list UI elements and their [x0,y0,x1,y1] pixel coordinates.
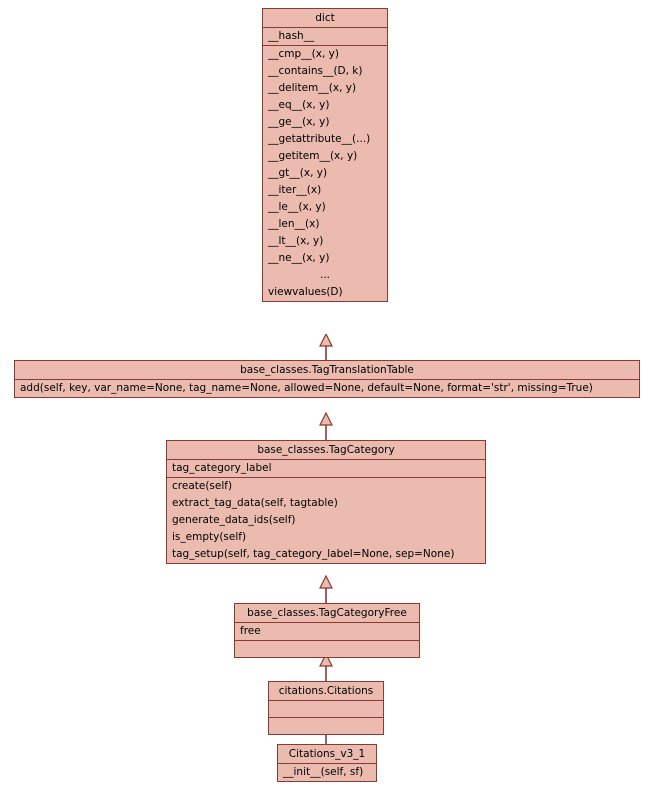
class-attributes-tagcategoryfree [235,623,419,641]
class-title-tagcategoryfree: base_classes.TagCategoryFree [235,604,419,623]
inheritance-arrow-tagtranslationtable-to-dict [318,334,334,362]
class-title-dict: dict [263,9,387,28]
class-methods-citations [269,718,383,734]
method-row-empty [269,718,383,734]
class-methods-tagcategory [167,478,485,563]
class-methods-dict [263,46,387,301]
inheritance-arrow-tagcategoryfree-to-tagcategory [318,575,334,605]
method-row-ellipsis: ... [319,269,330,281]
attribute-row: __hash__ [268,30,315,42]
class-methods-tagcategoryfree [235,641,419,657]
inheritance-arrow-tagcategory-to-tagtranslationtable [318,412,334,442]
method-row: __init__(self, sf) [283,766,364,778]
attribute-row: tag_category_label [172,462,272,474]
class-attributes-citations [269,701,383,718]
class-title-citations-v3-1: Citations_v3_1 [278,745,376,764]
class-box-tagcategory[interactable] [166,440,486,564]
method-row: __le__(x, y) [268,201,326,213]
class-box-tagtranslationtable[interactable] [14,360,640,398]
method-row: create(self) [172,480,233,492]
method-row-empty [235,641,419,657]
class-box-citations-v3-1[interactable] [277,744,377,782]
method-row: is_empty(self) [172,531,247,543]
method-row: __delitem__(x, y) [268,82,357,94]
class-attributes-dict [263,28,387,46]
class-title-tagtranslationtable: base_classes.TagTranslationTable [15,361,639,380]
method-row: __iter__(x) [268,184,322,196]
class-box-dict[interactable] [262,8,388,302]
method-row: __ne__(x, y) [268,252,330,264]
method-row: extract_tag_data(self, tagtable) [172,497,338,509]
class-methods-tagtranslationtable [15,380,639,397]
method-row: __len__(x) [268,218,320,230]
method-row: viewvalues(D) [268,286,343,298]
class-methods-citations-v3-1 [278,764,376,781]
method-row: __lt__(x, y) [268,235,324,247]
class-attributes-tagcategory [167,460,485,478]
attribute-row: free [240,625,261,637]
method-row: __eq__(x, y) [268,99,330,111]
method-row: __ge__(x, y) [268,116,330,128]
method-row: __getitem__(x, y) [268,150,358,162]
class-box-tagcategoryfree[interactable] [234,603,420,658]
method-row: __contains__(D, k) [268,65,363,77]
method-row: __cmp__(x, y) [268,48,339,60]
class-box-citations[interactable] [268,681,384,735]
attribute-row-empty [269,701,383,717]
method-row: add(self, key, var_name=None, tag_name=None, allowed=None, default=None, format='str', missing=True) [20,382,593,394]
class-title-citations: citations.Citations [269,682,383,701]
class-title-tagcategory: base_classes.TagCategory [167,441,485,460]
method-row: tag_setup(self, tag_category_label=None, sep=None) [172,548,455,560]
method-row: __getattribute__(...) [268,133,371,145]
method-row: generate_data_ids(self) [172,514,296,526]
method-row: __gt__(x, y) [268,167,328,179]
